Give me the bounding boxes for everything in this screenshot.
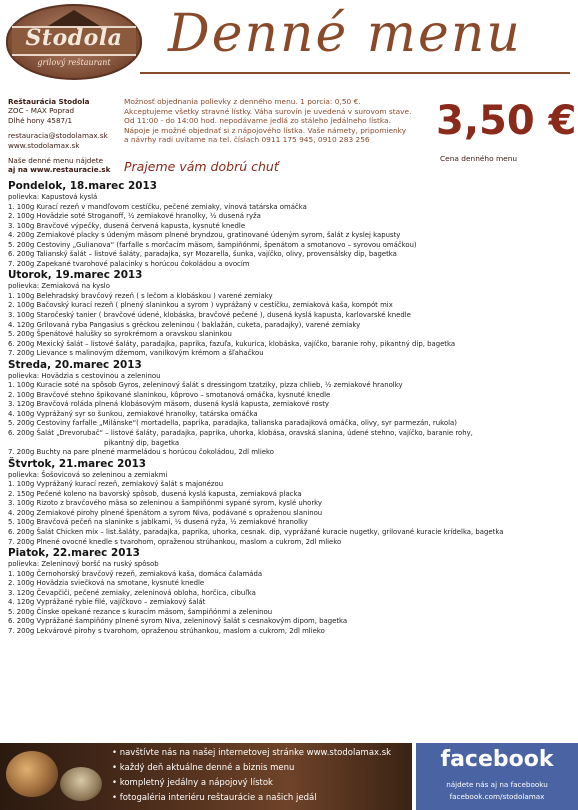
address-line: ZOC - MAX Poprad bbox=[8, 106, 75, 116]
notice-line: Nápoje je možné objednať si z nápojového lístka. Vaše námety, pripomienky bbox=[124, 125, 407, 135]
menu-item: 2. 100g Hovädzie soté Stroganoff, ½ zemiakové hranolky, ½ dusená ryža bbox=[8, 212, 261, 221]
menu-item: 3. 120g Čevapčiči, pečené zemiaky, zeleninová obloha, horčica, cibuľka bbox=[8, 588, 256, 597]
menu-item: 4. 200g Zemiakové pirohy plnené špenátom a syrom Niva, podávané s opraženou slaninou bbox=[8, 508, 323, 517]
page-title: Denné menu bbox=[168, 4, 522, 64]
footer-banner bbox=[0, 743, 578, 810]
menu-item: 3. 100g Staročeský tanier ( bravčové údené, klobáska, bravčové pečené ), dusená kyslá kapusta, karlovarské knedle bbox=[8, 311, 411, 320]
menu-item: 4. 200g Zemiakové placky s údeným mäsom plnené bryndzou, gratinované údeným syrom, šalát z kyslej kapusty bbox=[8, 231, 401, 240]
notice-line: a návrhy radi uvítame na tel. číslach 0911 175 945, 0910 283 256 bbox=[124, 135, 370, 144]
day-title: Piatok, 22.marec 2013 bbox=[8, 547, 140, 560]
menu-item: 7. 200g Buchty na pare plnené marmeládou s horúcou čokoládou, 2dl mlieko bbox=[8, 448, 274, 457]
day-section bbox=[8, 547, 574, 636]
menu-price-label: Cena denného menu bbox=[440, 154, 518, 163]
menu-note: Naše denné menu nájdete bbox=[8, 156, 104, 166]
menu-item: 1. 100g Kuracie soté na spôsob Gyros, zeleninový šalát s dressingom tzatziky, pizza chlieb, ½ zemiakové hranolky bbox=[8, 381, 403, 390]
menu-item: 4. 120g Grilovaná ryba Pangasius s gréckou zeleninou ( baklažán, cuketa, paradajky), varené zemiaky bbox=[8, 320, 361, 329]
menu-item: 5. 200g Čínske opekané rezance s kuracím mäsom, šampiňónmi a zeleninou bbox=[8, 607, 273, 616]
barn-roof-icon bbox=[48, 10, 100, 26]
notice-line: Od 11:00 - do 14:00 hod. nepodávame jedlá zo stáleho jedálneho lístka. bbox=[124, 116, 391, 125]
soup-line: polievka: Kapustová kyslá bbox=[8, 193, 98, 201]
menu-item: 3. 120g Bravčová roláda plnená klobásovým mäsom, dusená kyslá kapusta, zemiakové rosty bbox=[8, 400, 330, 409]
menu-item: 1. 100g Černohorský bravčový rezeň, zemiaková kaša, domáca čalamáda bbox=[8, 569, 263, 578]
menu-item: 3. 100g Rizoto z bravčového mäsa so zeleninou a šampiňónmi sypané syrom, kyslé uhorky bbox=[8, 499, 322, 508]
menu-item: 6. 200g Mexický šalát – listové šaláty, paradajka, paprika, fazuľa, kukurica, klobáska, vajíčko, baranie rohy, pikantný dip, bagetka bbox=[8, 339, 456, 348]
notice-line: Možnosť objednania polievky z denného menu. 1 porcia: 0,50 €. bbox=[124, 97, 361, 106]
menu-note-link[interactable]: aj na www.restauracie.sk bbox=[8, 165, 111, 175]
facebook-text: nájdete nás aj na facebooku bbox=[446, 780, 548, 789]
menu-item: 7. 200g Zapekané tvarohové palacinky s horúcou čokoládou a ovocím bbox=[8, 259, 250, 268]
facebook-url[interactable]: facebook.com/stodolamax bbox=[449, 792, 545, 801]
banner-line: • kompletný jedálny a nápojový lístok bbox=[112, 778, 273, 788]
email-link[interactable]: restauracia@stodolamax.sk bbox=[8, 131, 108, 141]
soup-line: polievka: Hovädzia s cestovinou a zeleninou bbox=[8, 371, 161, 380]
day-title: Utorok, 19.marec 2013 bbox=[8, 269, 143, 282]
day-section bbox=[8, 269, 574, 358]
banner-line: • každý deň aktuálne denné a biznis menu bbox=[112, 763, 295, 773]
menu-item: 2. 100g Bravčové stehno špikované slaninkou, kôprovo – smotanová omáčka, kysnuté knedle bbox=[8, 390, 331, 399]
menu-price: 3,50 € bbox=[436, 98, 577, 144]
soup-line: polievka: Šošovicová so zeleninou a zemiakmi bbox=[8, 470, 168, 479]
website-banner[interactable] bbox=[0, 743, 412, 810]
menu-item: 6. 200g Vyprážané šampiňóny plnené syrom Niva, zeleninový šalát s cesnakovým dipom, bagetka bbox=[8, 617, 348, 626]
menu-item: 4. 120g Vyprážané rybie filé, vajíčkovo – zemiakový šalát bbox=[8, 598, 206, 607]
menu-item: 7. 200g Plnené ovocné knedle s tvarohom, opraženou strúhankou, maslom a cukrom, 2dl mlieko bbox=[8, 537, 342, 546]
notice-block bbox=[124, 97, 424, 145]
day-title: Streda, 20.marec 2013 bbox=[8, 358, 142, 371]
facebook-banner[interactable] bbox=[416, 743, 578, 810]
menu-item: 2. 100g Hovädzia sviečková na smotane, kysnuté knedle bbox=[8, 579, 205, 588]
banner-line: • fotogaléria interiéru reštaurácie a našich jedál bbox=[112, 793, 317, 803]
menu-item: 5. 200g Špenátové halušky so syrokrémom a oravskou slaninkou bbox=[8, 330, 232, 339]
menu-item: 2. 100g Bačovský kurací rezeň ( plnený slaninkou a syrom ) vyprážaný v cestíčku, zemiaková kaša, kompót mix bbox=[8, 301, 393, 310]
day-section bbox=[8, 180, 574, 269]
title-underline bbox=[140, 72, 570, 74]
menu-item: 1. 100g Kurací rezeň v mandľovom cestíčku, pečené zemiaky, vínová tatárska omáčka bbox=[8, 202, 307, 211]
soup-line: polievka: Zemiaková na kyslo bbox=[8, 282, 110, 291]
day-title: Štvrtok, 21.marec 2013 bbox=[8, 457, 147, 470]
header bbox=[0, 0, 578, 92]
logo-subtitle: grilový reštaurant bbox=[37, 58, 111, 67]
notice-line: Akceptujeme všetky stravné lístky. Váha surovín je uvedená v surovom stave. bbox=[124, 106, 412, 116]
website-link[interactable]: www.stodolamax.sk bbox=[8, 140, 80, 150]
logo-text: Stodola bbox=[25, 25, 123, 51]
menu-item: 7. 200g Lekvárové pirohy s tvarohom, opraženou strúhankou, maslom a cukrom, 2dl mlieko bbox=[8, 626, 325, 635]
day-title: Pondelok, 18.marec 2013 bbox=[8, 180, 157, 192]
soup-line: polievka: Zeleninový boršč na ruský spôsob bbox=[8, 560, 159, 569]
menu-item: 6. 200g Talianský šalát – listové šaláty, paradajka, syr Mozarella, šunka, vajíčko, olivy, provensálsky dip, bagetka bbox=[8, 250, 397, 259]
menu-item: 1. 100g Belehradský bravčový rezeň ( s lečom a klobáskou ) varené zemiaky bbox=[8, 291, 273, 300]
food-photo bbox=[6, 751, 58, 797]
menu-item: 6. 200g Šalát „Drevorubač“ – listové šaláty, paradajka, paprika, uhorka, klobása, oravská slanina, údené stehno, vajíčko, baranie rohy, bbox=[8, 429, 473, 438]
contact-block bbox=[8, 97, 126, 175]
daily-menu bbox=[8, 180, 574, 636]
menu-item: 7. 200g Lievance s malinovým džemom, vanilkovým krémom a šľahačkou bbox=[8, 349, 264, 358]
menu-item-continuation: pikantný dip, bagetka bbox=[104, 438, 180, 447]
day-section bbox=[8, 359, 574, 458]
menu-item: 4. 100g Vyprážaný syr so šunkou, zemiakové hranolky, tatárska omáčka bbox=[8, 409, 258, 418]
menu-item: 3. 100g Bravčové výpečky, dusená červená kapusta, kysnuté knedle bbox=[8, 221, 246, 230]
day-section bbox=[8, 458, 574, 547]
food-photo bbox=[60, 767, 102, 801]
restaurant-name: Reštaurácia Stodola bbox=[8, 97, 90, 106]
greeting: Prajeme vám dobrú chuť bbox=[124, 159, 279, 174]
address-line: Dlhé hony 4587/1 bbox=[8, 115, 73, 125]
facebook-logo: facebook bbox=[440, 747, 554, 772]
menu-item: 6. 200g Šalát Chicken mix – list.šaláty, paradajka, paprika, uhorka, cesnak. dip, vyprážané kuracie nugetky, grilované kuracie krídelka, bagetka bbox=[8, 527, 504, 536]
menu-item: 5. 100g Bravčová pečeň na slaninke s jablkami, ½ dusená ryža, ½ zemiakové hranolky bbox=[8, 518, 308, 527]
menu-item: 5. 200g Cestoviny farfalle „Milánske“( mortadella, paprika, paradajka, talianska paradajková omáčka, olivy, syr parmezán, rukola) bbox=[8, 419, 457, 428]
stodola-logo[interactable] bbox=[6, 4, 142, 80]
banner-text bbox=[112, 746, 412, 806]
banner-line: • navštívte nás na našej internetovej stránke www.stodolamax.sk bbox=[112, 748, 392, 758]
menu-item: 2. 150g Pečené koleno na bavorský spôsob, dusená kyslá kapusta, zemiaková placka bbox=[8, 489, 302, 498]
menu-item: 1. 100g Vyprážaný kurací rezeň, zemiakový šalát s majonézou bbox=[8, 480, 224, 489]
menu-item: 5. 200g Cestoviny „Gulianova“ (farfalle s morčacím mäsom, šampiňónmi, špenátom a smotanovo – syrovou omáčkou) bbox=[8, 240, 417, 249]
